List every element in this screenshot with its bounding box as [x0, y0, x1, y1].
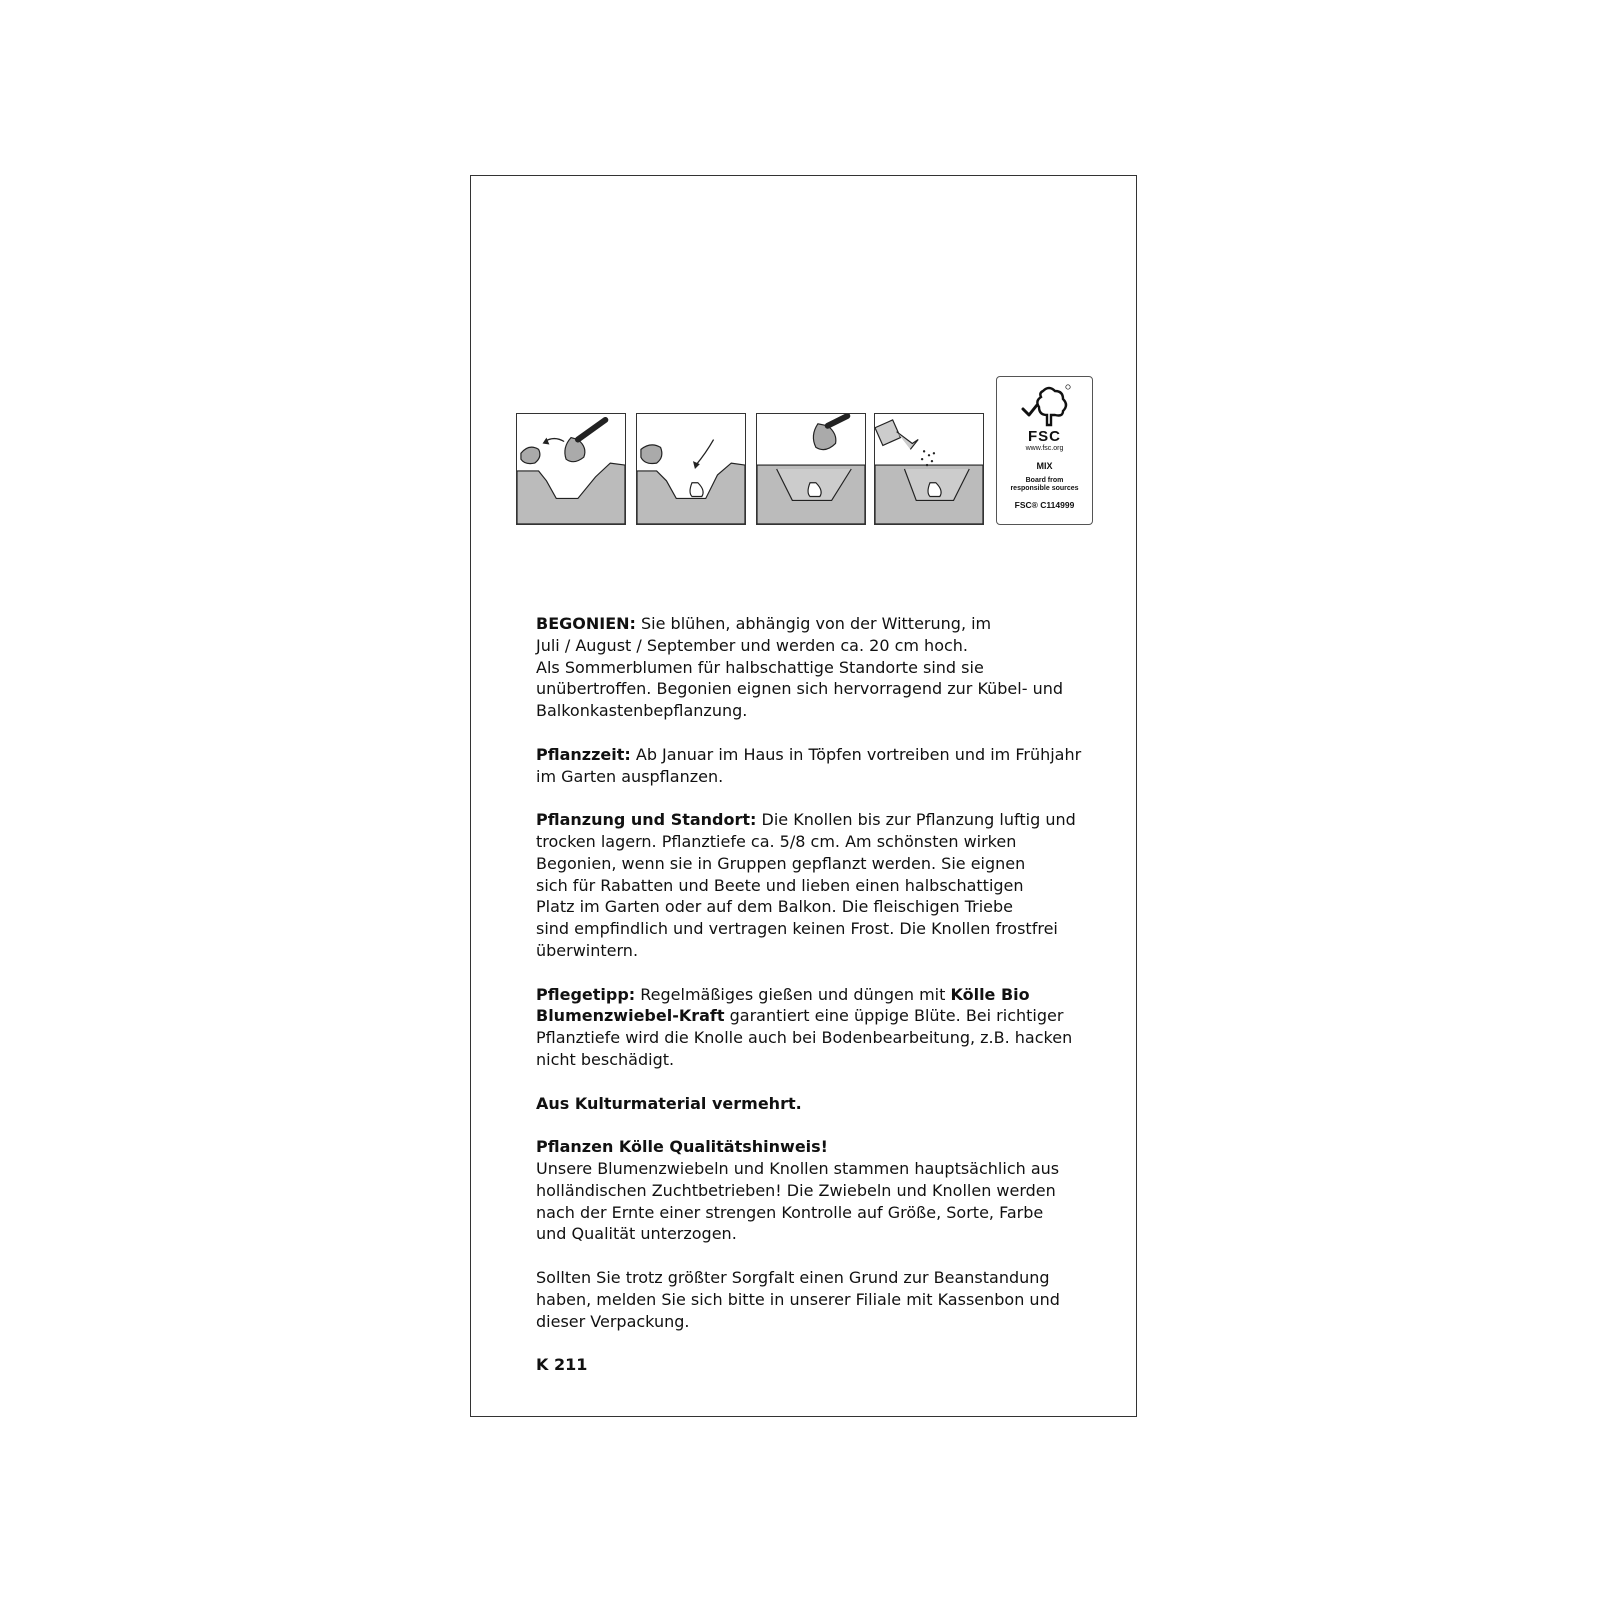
label-pflanzzeit: Pflanzzeit: [536, 744, 631, 764]
label-pflegetipp: Pflegetipp: [536, 984, 636, 1004]
step-watering-icon [874, 413, 984, 525]
paragraph-quality [536, 1136, 1096, 1245]
text-line: holländischen Zuchtbetrieben! Die Zwiebeln und Knollen werden [536, 1180, 1056, 1200]
text-line: Pflanztiefe wird die Knolle auch bei Bodenbearbeitung, z.B. hacken [536, 1028, 1073, 1048]
text-line: Sollten Sie trotz größter Sorgfalt einen Grund zur Beanstandung [536, 1267, 1050, 1287]
label-begonien: BEGONIEN: [536, 614, 636, 633]
fsc-logo [996, 376, 1093, 525]
text-line: Juli / August / September und werden ca. 20 cm hoch. [536, 635, 969, 655]
text-line: unübertroffen. Begonien eignen sich hervorragend zur Kübel- und [536, 679, 1064, 699]
kultur-note: Aus Kulturmaterial vermehrt. [536, 1093, 802, 1113]
product-description [536, 613, 1096, 1398]
text-line: nach der Ernte einer strengen Kontrolle auf Größe, Sorte, Farbe [536, 1202, 1044, 1222]
text-line: garantiert eine üppige Blüte. Bei richtiger [724, 1006, 1064, 1026]
fsc-brand: FSC [1028, 428, 1061, 445]
text-line: Als Sommerblumen für halbschattige Standorte sind sie [536, 657, 984, 677]
text-line: im Garten auspflanzen. [536, 766, 724, 786]
article-code: K 211 [536, 1355, 588, 1375]
fsc-claim-line-1: Board from [1025, 477, 1064, 484]
paragraph-begonien [536, 613, 1096, 722]
product-name-part-2: Blumenzwiebel-Kraft [536, 1006, 725, 1026]
fsc-license-code: FSC® C114999 [1014, 500, 1075, 510]
text-line: Begonien, wenn sie in Gruppen gepflanzt werden. Sie eignen [536, 853, 1026, 873]
paragraph-article-code [536, 1354, 1096, 1376]
quality-heading: Pflanzen Kölle Qualitätshinweis! [536, 1137, 828, 1157]
text-line: trocken lagern. Pflanztiefe ca. 5/8 cm. Am schönsten wirken [536, 831, 1017, 851]
product-name-part-1: Kölle Bio [950, 984, 1030, 1004]
fsc-claim-line-2: responsible sources [1010, 485, 1079, 492]
text-line: Regelmäßiges gießen und düngen mit [635, 984, 951, 1004]
paragraph-complaint [536, 1267, 1096, 1332]
text-line: Ab Januar im Haus in Töpfen vortreiben und im Frühjahr [630, 744, 1082, 764]
fsc-tree-icon [997, 383, 1092, 432]
text-line: und Qualität unterzogen. [536, 1224, 737, 1244]
fsc-mix: MIX [1036, 461, 1053, 471]
text-line: Balkonkastenbepflanzung. [536, 701, 748, 721]
paragraph-kultur [536, 1093, 1096, 1115]
paragraph-pflanzzeit [536, 744, 1096, 788]
text-line: sich für Rabatten und Beete und lieben einen halbschattigen [536, 875, 1024, 895]
text-line: haben, melden Sie sich bitte in unserer Filiale mit Kassenbon und [536, 1289, 1060, 1309]
text-line: Die Knollen bis zur Pflanzung luftig und [756, 810, 1076, 830]
paragraph-standort [536, 809, 1096, 962]
text-line: sind empfindlich und vertragen keinen Frost. Die Knollen frostfrei [536, 919, 1058, 939]
text-line: dieser Verpackung. [536, 1311, 690, 1331]
paragraph-pflegetipp [536, 984, 1096, 1071]
label-standort: Pflanzung und Standort: [536, 810, 757, 830]
product-card [470, 175, 1137, 1417]
step-dig-hole-icon [516, 413, 626, 525]
fsc-claim [997, 477, 1092, 493]
text-line: Sie blühen, abhängig von der Witterung, im [635, 614, 992, 633]
text-line: überwintern. [536, 940, 639, 960]
fsc-url: www.fsc.org [1025, 445, 1064, 452]
text-line: Platz im Garten oder auf dem Balkon. Die fleischigen Triebe [536, 897, 1014, 917]
step-cover-soil-icon [756, 413, 866, 525]
planting-instructions [516, 413, 986, 525]
text-line: Unsere Blumenzwiebeln und Knollen stammen hauptsächlich aus [536, 1158, 1060, 1178]
step-place-tuber-icon [636, 413, 746, 525]
text-line: nicht beschädigt. [536, 1049, 675, 1069]
